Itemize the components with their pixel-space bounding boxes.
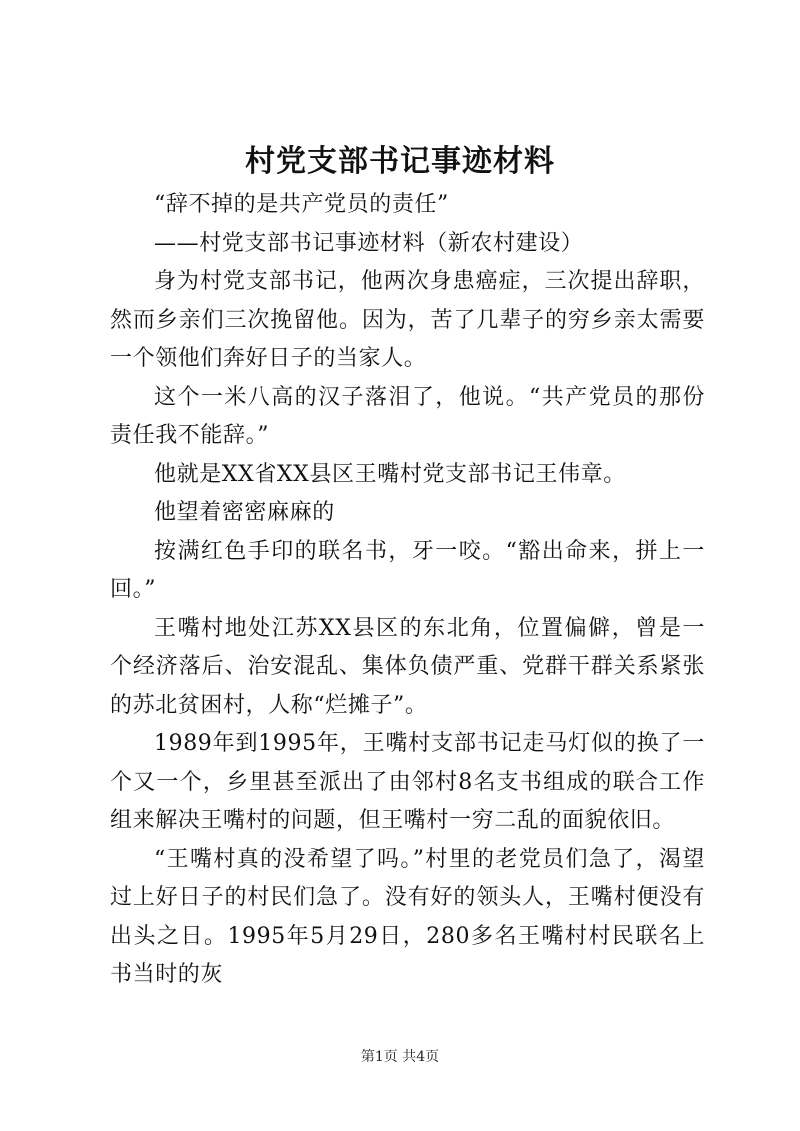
paragraph-quote-title: “辞不掉的是共产党员的责任” [154,192,449,217]
paragraph: 身为村党支部书记，他两次身患癌症，三次提出辞职，然而乡亲们三次挽留他。因为，苦了几辈子的穷乡亲太需要一个领他们奔好日子的当家人。 [110,269,705,371]
paragraph: 他望着密密麻麻的 [154,500,335,525]
paragraph: “王嘴村真的没希望了吗。”村里的老党员们急了，渴望过上好日子的村民们急了。没有好的领头人，王嘴村便没有出头之日。1995年5月29日，280多名王嘴村村民联名上书当时的灰 [110,846,705,987]
paragraph: 1989年到1995年，王嘴村支部书记走马灯似的换了一个又一个，乡里甚至派出了由邻村8名支书组成的联合工作组来解决王嘴村的问题，但王嘴村一穷二乱的面貌依旧。 [110,731,705,833]
paragraph-subtitle: ——村党支部书记事迹材料（新农村建设） [154,230,584,256]
paragraph: 这个一米八高的汉子落泪了，他说。“共产党员的那份责任我不能辞。” [110,384,705,448]
paragraph: 王嘴村地处江苏XX县区的东北角，位置偏僻，曾是一个经济落后、治安混乱、集体负债严重、党群干群关系紧张的苏北贫困村，人称“烂摊子”。 [110,615,705,718]
paragraph: 他就是XX省XX县区王嘴村党支部书记王伟章。 [154,461,626,487]
page-footer: 第1页 共4页 [360,1049,440,1065]
paragraph: 按满红色手印的联名书，牙一咬。“豁出命来，拼上一回。” [110,538,705,602]
document-body [110,186,705,995]
document-title: 村党支部书记事迹材料 [245,144,555,179]
